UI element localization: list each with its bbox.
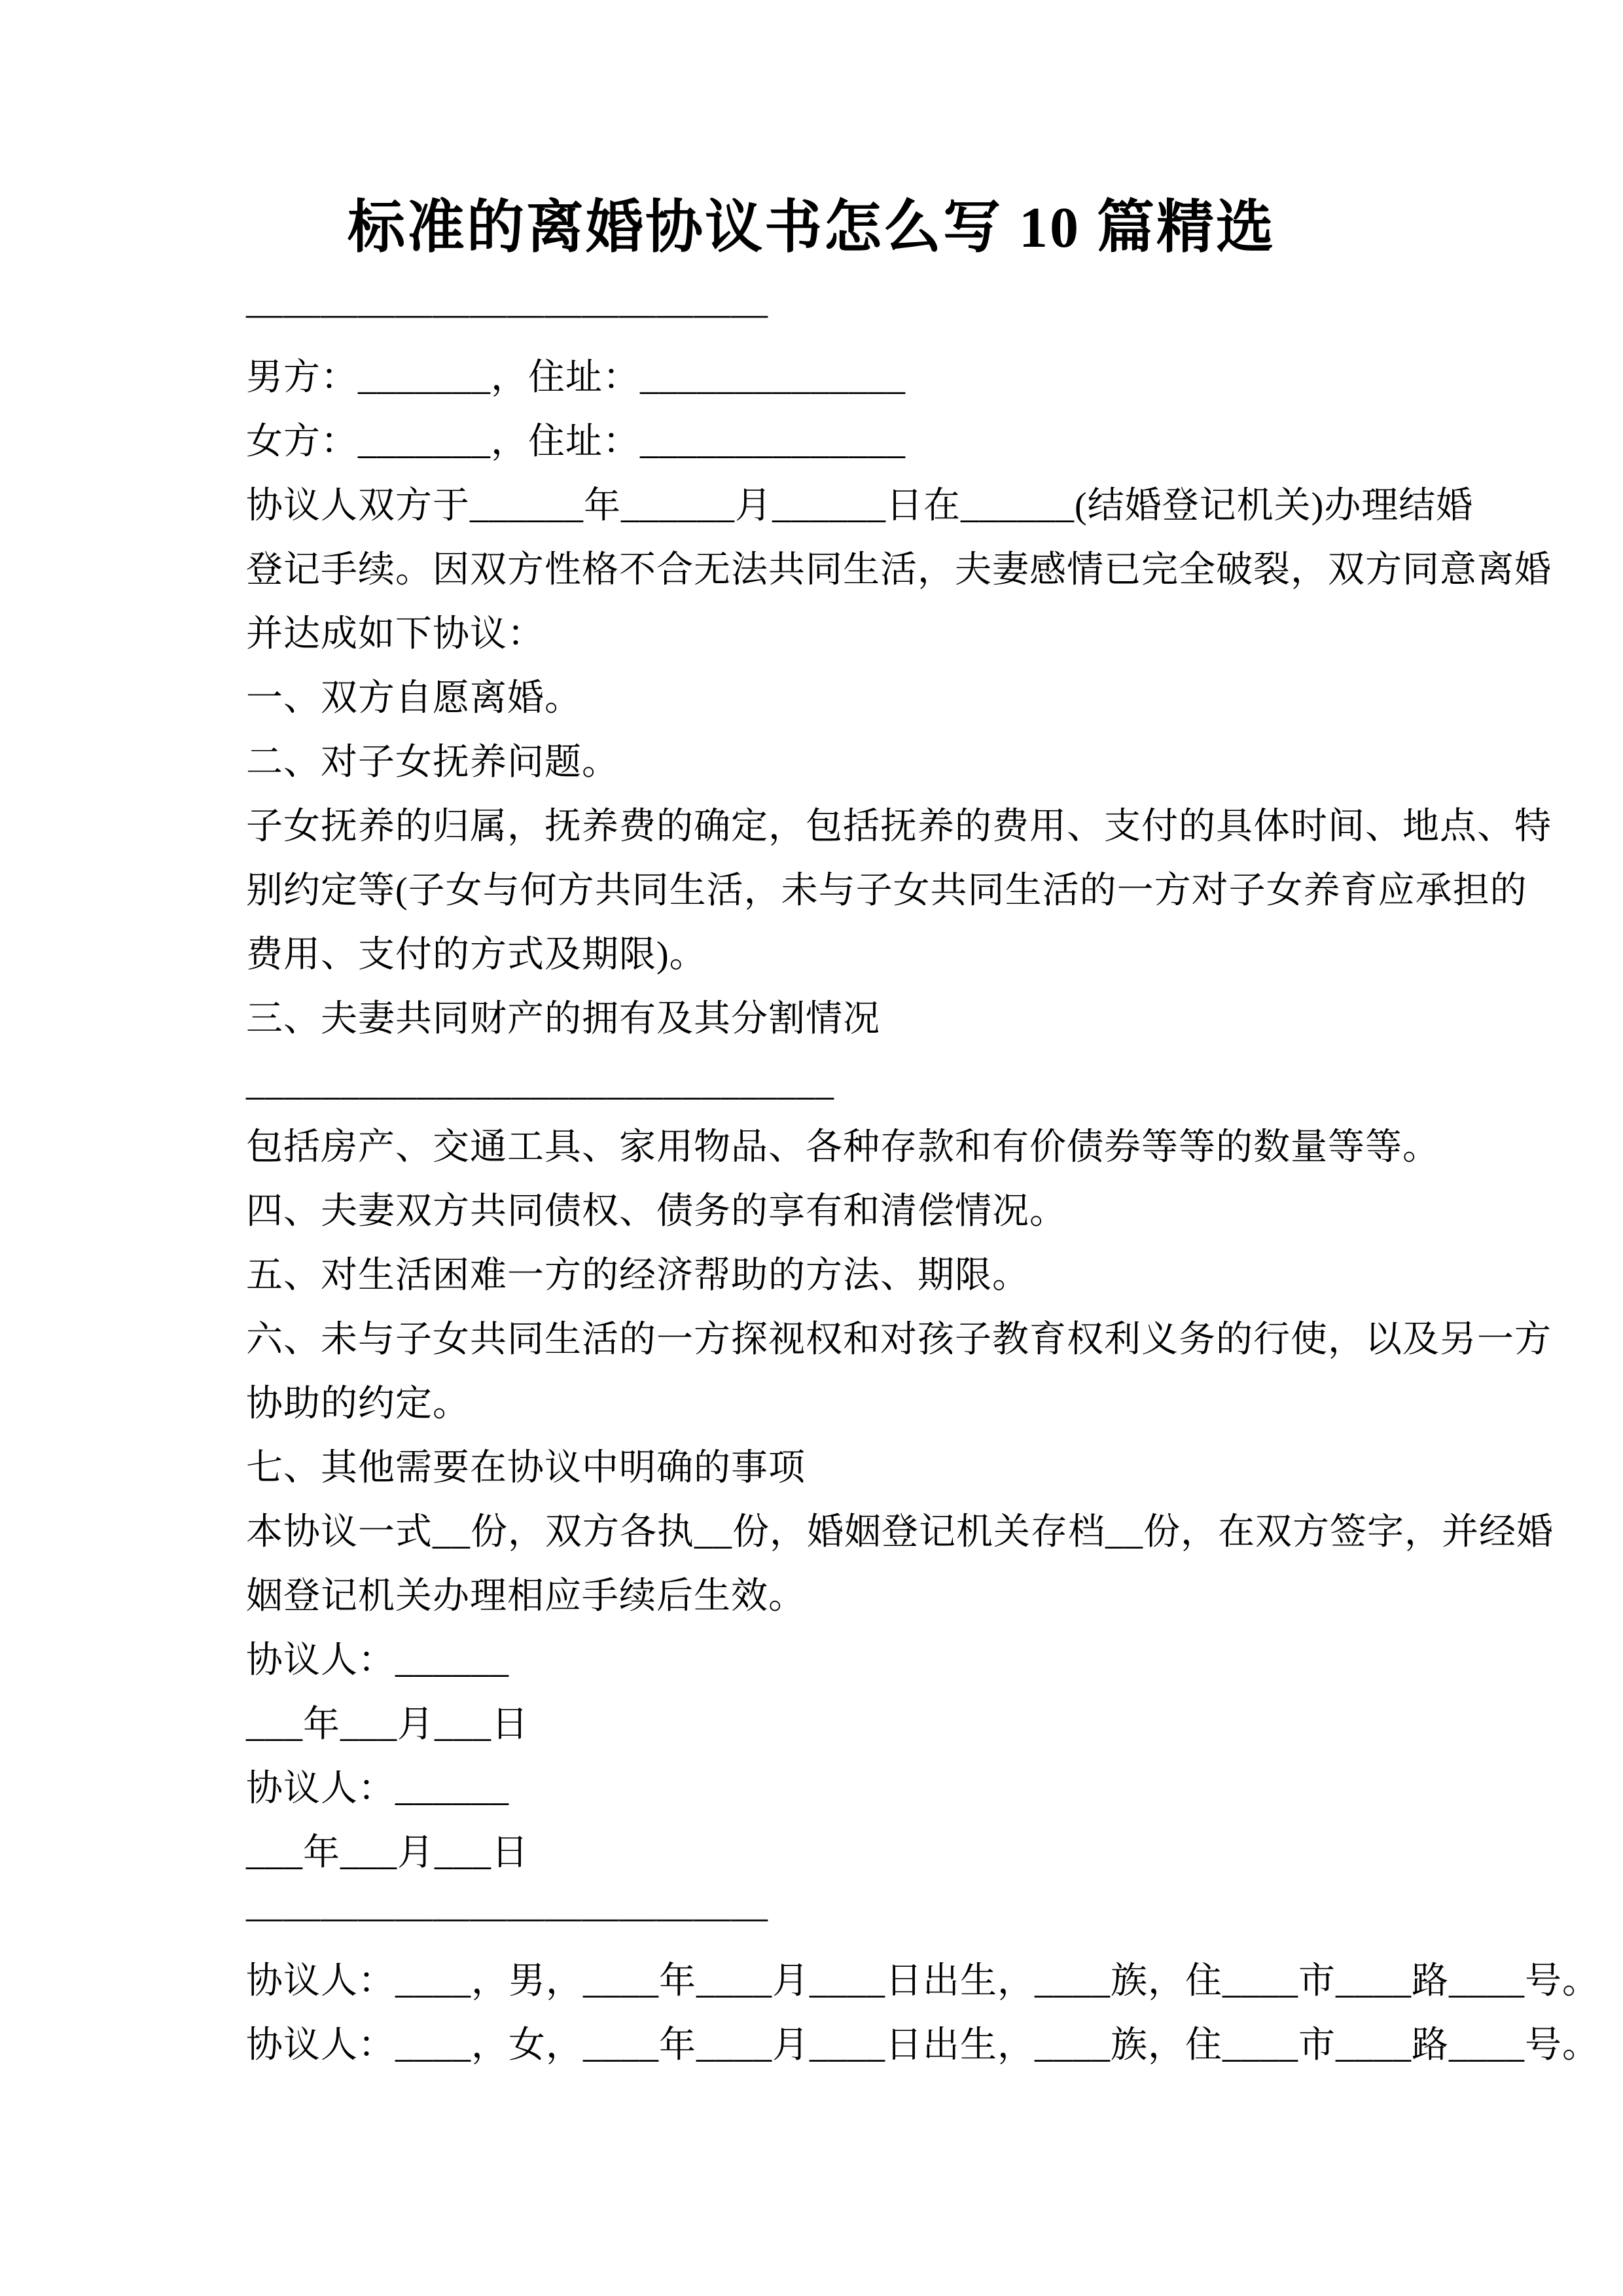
line-item-2: 二、对子女抚养问题。: [246, 742, 619, 783]
divider-dashes-bottom: ——————————————: [246, 1897, 768, 1937]
line-item-6-cont: 协助的约定。: [246, 1384, 470, 1424]
line-date-1: ___年___月___日: [246, 1704, 529, 1745]
line-item-2-detail-2: 别约定等(子女与何方共同生活，未与子女共同生活的一方对子女养育应承担的: [246, 870, 1527, 911]
line-female-party: 女方：_______，住址：______________: [246, 422, 906, 462]
line-item-4: 四、夫妻双方共同债权、债务的享有和清偿情况。: [246, 1191, 1067, 1232]
line-item-5: 五、对生活困难一方的经济帮助的方法、期限。: [246, 1255, 1029, 1296]
document-body: [0, 281, 1623, 2077]
blank-underline: _______________________________: [246, 1063, 834, 1103]
line-item-3: 三、夫妻共同财产的拥有及其分割情况: [246, 999, 880, 1039]
line-signer-1: 协议人：______: [246, 1640, 509, 1681]
divider-dashes-top: ——————————————: [246, 293, 768, 334]
line-copies: 本协议一式__份，双方各执__份，婚姻登记机关存档__份，在双方签字，并经婚: [246, 1512, 1554, 1552]
line-signer-male-info: 协议人：____，男，____年____月____日出生，____族，住____市____路____号。: [246, 1961, 1599, 2001]
line-date-2: ___年___月___日: [246, 1833, 529, 1873]
line-registration-date: 协议人双方于______年______月______日在______(结婚登记机关)办理结婚: [246, 486, 1474, 526]
line-item-6: 六、未与子女共同生活的一方探视权和对孩子教育权利义务的行使，以及另一方: [246, 1319, 1552, 1360]
line-item-7: 七、其他需要在协议中明确的事项: [246, 1448, 806, 1488]
document-title: 标准的离婚协议书怎么写 10 篇精选: [347, 196, 1275, 260]
line-agreement-intro: 并达成如下协议：: [246, 614, 544, 655]
line-item-3-detail: 包括房产、交通工具、家用物品、各种存款和有价债券等等的数量等等。: [246, 1127, 1440, 1168]
line-item-2-detail-3: 费用、支付的方式及期限)。: [246, 935, 707, 975]
line-item-2-detail-1: 子女抚养的归属，抚养费的确定，包括抚养的费用、支付的具体时间、地点、特: [246, 806, 1552, 847]
line-item-1: 一、双方自愿离婚。: [246, 678, 582, 719]
line-signer-2: 协议人：______: [246, 1768, 509, 1809]
line-signer-female-info: 协议人：____，女，____年____月____日出生，____族，住____市____路____号。: [246, 2025, 1599, 2066]
line-registration-cont: 登记手续。因双方性格不合无法共同生活，夫妻感情已完全破裂，双方同意离婚: [246, 550, 1552, 590]
line-male-party: 男方：_______，住址：______________: [246, 357, 906, 398]
line-copies-cont: 姻登记机关办理相应手续后生效。: [246, 1576, 806, 1617]
